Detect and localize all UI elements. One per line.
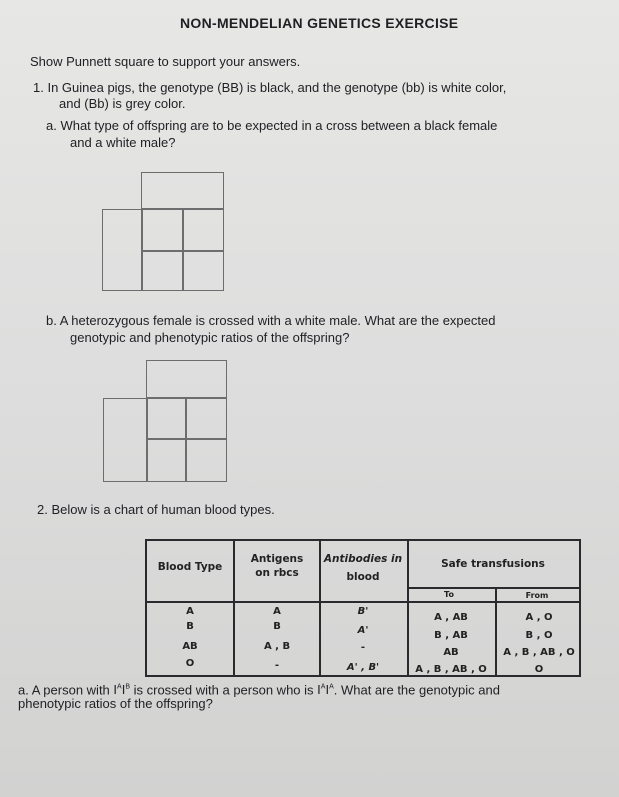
genotype-1-i: I (113, 682, 118, 698)
header-blood-type: Blood Type (157, 561, 223, 573)
row-a-from: A , O (525, 612, 553, 623)
table-divider (407, 587, 579, 589)
question-1b-line-1: b. A heterozygous female is crossed with a white male. What are the expected (46, 313, 496, 328)
table-divider (233, 541, 235, 675)
instruction-text: Show Punnett square to support your answers. (30, 54, 301, 69)
table-divider (147, 601, 579, 603)
table-divider (319, 541, 321, 675)
genotype-1-i-2: I (121, 682, 126, 698)
question-2-intro: 2. Below is a chart of human blood types. (37, 502, 275, 517)
row-a-antigen: A (273, 606, 281, 617)
row-ab-antibody: - (360, 642, 366, 653)
row-b-to: B , AB (434, 630, 468, 641)
table-divider (407, 541, 409, 675)
row-ab-from: A , B , AB , O (503, 647, 575, 658)
genotype-2-allele-a: A (320, 684, 326, 691)
question-1a-line-1: a. What type of offspring are to be expected in a cross between a black female (46, 118, 498, 133)
punnett-2-top-header (146, 360, 227, 398)
genotype-1-allele-b: B (125, 684, 130, 691)
question-2a-line-1 (18, 680, 500, 697)
header-to: To (444, 590, 454, 599)
genotype-2 (317, 682, 334, 697)
header-from: From (525, 591, 549, 600)
header-antigens: Antigens (250, 553, 304, 565)
question-2a-line-2: phenotypic ratios of the offspring? (18, 696, 213, 711)
row-ab-to: AB (443, 647, 459, 658)
row-ab-antigen: A , B (263, 641, 291, 652)
question-1-line-2: and (Bb) is grey color. (59, 96, 186, 111)
question-2a-mid: is crossed with a person who is (130, 682, 318, 698)
row-b-antigen: B (273, 621, 281, 632)
row-a-type: A (186, 606, 194, 617)
blood-type-table (145, 539, 581, 677)
header-antibodies: Antibodies in (323, 553, 403, 565)
question-1b-line-2: genotypic and phenotypic ratios of the offspring? (70, 330, 350, 345)
header-antibodies-sub: blood (346, 571, 380, 583)
punnett-2-divider (146, 438, 227, 440)
question-2a-suffix: . What are the genotypic and (333, 682, 500, 698)
genotype-2-i: I (317, 682, 321, 698)
page-title: NON-MENDELIAN GENETICS EXERCISE (180, 15, 459, 31)
row-b-antibody: A' (357, 625, 369, 636)
genotype-2-i-2: I (325, 682, 330, 698)
row-b-from: B , O (525, 630, 553, 641)
header-antigens-sub: on rbcs (255, 567, 299, 579)
question-1a-line-2: and a white male? (70, 135, 176, 150)
row-o-antigen: - (274, 660, 280, 671)
row-o-type: O (185, 658, 195, 669)
row-o-antibody: A' , B' (346, 662, 380, 673)
punnett-1-top-header (141, 172, 224, 209)
question-2a-prefix: a. A person with (18, 682, 114, 698)
row-a-to: A , AB (434, 612, 468, 623)
question-1-line-1: 1. In Guinea pigs, the genotype (BB) is black, and the genotype (bb) is white color, (33, 80, 507, 95)
row-a-antibody: B' (357, 606, 369, 617)
punnett-2-grid (103, 398, 227, 482)
row-o-from: O (534, 664, 544, 675)
row-b-type: B (186, 621, 194, 632)
punnett-1-divider (141, 250, 224, 252)
punnett-2-divider (146, 398, 148, 482)
header-safe-transfusions: Safe transfusions (441, 558, 545, 570)
row-ab-type: AB (182, 641, 198, 652)
punnett-2-divider (185, 398, 187, 482)
genotype-1-allele-a: A (117, 684, 122, 691)
row-o-to: A , B , AB , O (415, 664, 487, 675)
genotype-2-allele-b: A (329, 684, 334, 691)
